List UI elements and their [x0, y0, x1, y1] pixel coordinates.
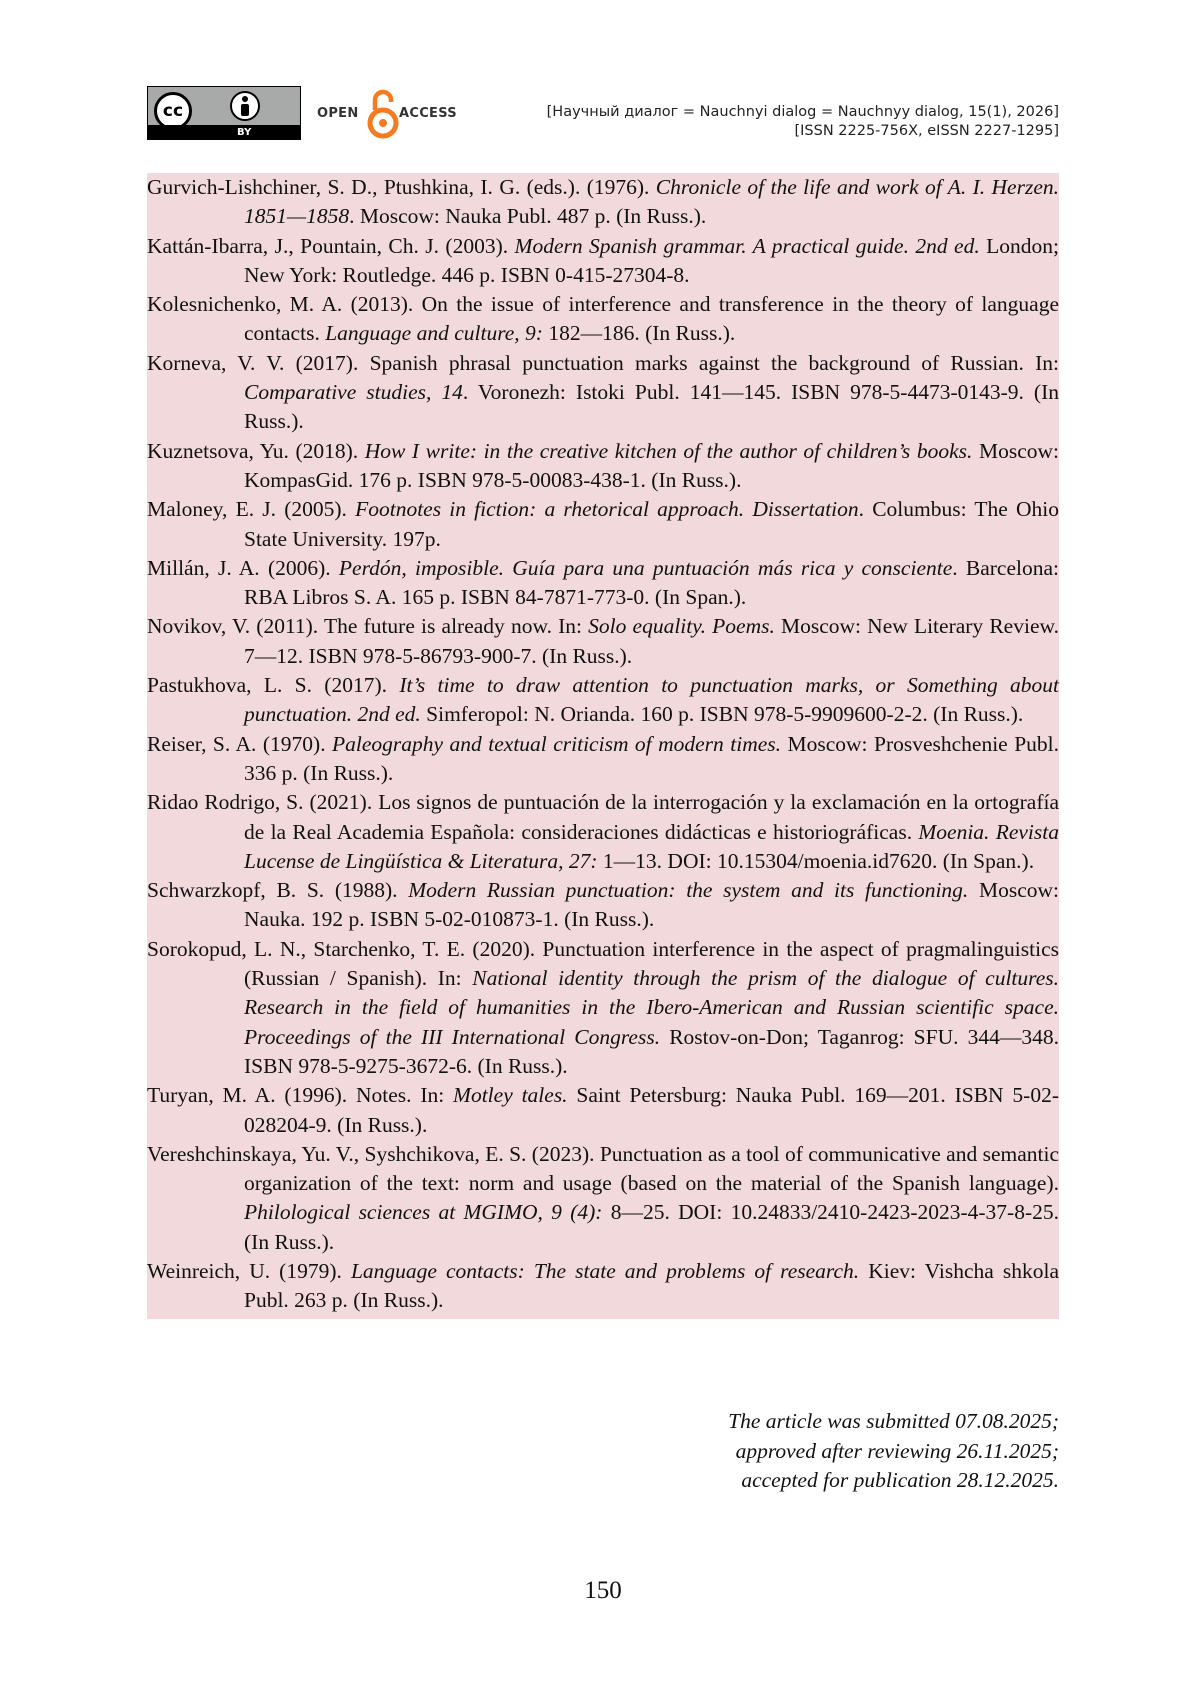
- page-header: [147, 86, 1059, 146]
- open-label: OPEN: [317, 106, 359, 121]
- page-number: 150: [584, 1577, 622, 1604]
- journal-issn-line: [ISSN 2225-756X, eISSN 2227-1295]: [794, 123, 1059, 139]
- reference-entry: Schwarzkopf, B. S. (1988). Modern Russian punctuation: the system and its functioning. Moscow: Nauka. 192 p. ISBN 5-02-010873-1. (In Russ.).: [147, 878, 1059, 932]
- open-access-logo: [317, 86, 467, 140]
- reference-entry: Millán, J. A. (2006). Perdón, imposible. Guía para una puntuación más rica y consciente. Barcelona: RBA Libros S. A. 165 p. ISBN 84-7871-773-0. (In Span.).: [147, 555, 1060, 610]
- reference-entry: Novikov, V. (2011). The future is already now. In: Solo equality. Poems. Moscow: New Literary Review. 7—12. ISBN 978-5-86793-900-7. (In Russ.).: [147, 614, 1059, 668]
- reference-entry: Kuznetsova, Yu. (2018). How I write: in the creative kitchen of the author of children’s books. Moscow: KompasGid. 176 p. ISBN 978-5-00083-438-1. (In Russ.).: [147, 438, 1059, 492]
- reference-entry: Reiser, S. A. (1970). Paleography and textual criticism of modern times. Moscow: Prosveshchenie Publ. 336 p. (In Russ.).: [147, 731, 1059, 785]
- reference-list: [147, 173, 1059, 1319]
- reference-entry: Kattán-Ibarra, J., Pountain, Ch. J. (2003). Modern Spanish grammar. A practical guide. 2nd ed. London; New York: Routledge. 446 p. ISBN 0-415-27304-8.: [147, 233, 1059, 287]
- by-label: BY: [237, 127, 252, 138]
- submitted-date: The article was submitted 07.08.2025;: [728, 1409, 1059, 1433]
- approved-date: approved after reviewing 26.11.2025;: [735, 1438, 1059, 1463]
- attribution-icon: [230, 91, 260, 121]
- reference-entry: Turyan, M. A. (1996). Notes. In: Motley tales. Saint Petersburg: Nauka Publ. 169—201. ISBN 5-02-028204-9. (In Russ.).: [147, 1083, 1059, 1137]
- reference-entry: Gurvich-Lishchiner, S. D., Ptushkina, I. G. (eds.). (1976). Chronicle of the life and work of A. I. Herzen. 1851—1858. Moscow: Nauka Publ. 487 p. (In Russ.).: [147, 175, 1059, 229]
- reference-entry: Korneva, V. V. (2017). Spanish phrasal punctuation marks against the background of Russian. In: Comparative studies, 14. Voronezh: Istoki Publ. 141—145. ISBN 978-5-4473-0143-9. (In Russ.).: [147, 350, 1059, 434]
- submission-dates: [728, 1407, 1059, 1496]
- accepted-date: accepted for publication 28.12.2025.: [741, 1468, 1059, 1492]
- cc-icon: cc: [154, 92, 192, 130]
- access-label: ACCESS: [399, 106, 457, 121]
- reference-entry: Maloney, E. J. (2005). Footnotes in fiction: a rhetorical approach. Dissertation. Columbus: The Ohio State University. 197p.: [147, 497, 1059, 551]
- reference-entry: Kolesnichenko, M. A. (2013). On the issue of interference and transference in the theory of language contacts. Language and culture, 9: 182—186. (In Russ.).: [147, 292, 1059, 346]
- reference-entry: Ridao Rodrigo, S. (2021). Los signos de puntuación de la interrogación y la exclamación en la ortografía de la Real Academia Española: consideraciones didácticas e historiográficas. Moenia. Revista Lucense de Lingüística & Literatura, 27: 1—13. DOI: 10.15304/moenia.id7620. (In Span.).: [147, 790, 1059, 873]
- reference-entry: Weinreich, U. (1979). Language contacts: The state and problems of research. Kiev: Vishcha shkola Publ. 263 p. (In Russ.).: [147, 1258, 1059, 1313]
- journal-citation: [547, 103, 1059, 141]
- cc-by-license-badge: [147, 86, 301, 140]
- reference-entry: Sorokopud, L. N., Starchenko, T. E. (2020). Punctuation interference in the aspect of pragmalinguistics (Russian / Spanish). In: National identity through the prism of the dialogue of cultures. Research in the field of humanities in the Ibero-American and Russian scientific space. Proceedings of the III International Congress. Rostov-on-Don; Taganrog: SFU. 344—348. ISBN 978-5-9275-3672-6. (In Russ.).: [147, 936, 1060, 1078]
- reference-entry: Vereshchinskaya, Yu. V., Syshchikova, E. S. (2023). Punctuation as a tool of communicative and semantic organization of the text: norm and usage (based on the material of the Spanish language). Philological sciences at MGIMO, 9 (4): 8—25. DOI: 10.24833/2410-2423-2023-4-37-8-25. (In Russ.).: [147, 1141, 1059, 1254]
- reference-entry: Pastukhova, L. S. (2017). It’s time to draw attention to punctuation marks, or Something about punctuation. 2nd ed. Simferopol: N. Orianda. 160 p. ISBN 978-5-9909600-2-2. (In Russ.).: [147, 673, 1060, 727]
- open-access-lock-icon: [366, 86, 400, 140]
- journal-title-line: [Научный диалог = Nauchnyi dialog = Nauchnyy dialog, 15(1), 2026]: [546, 104, 1059, 120]
